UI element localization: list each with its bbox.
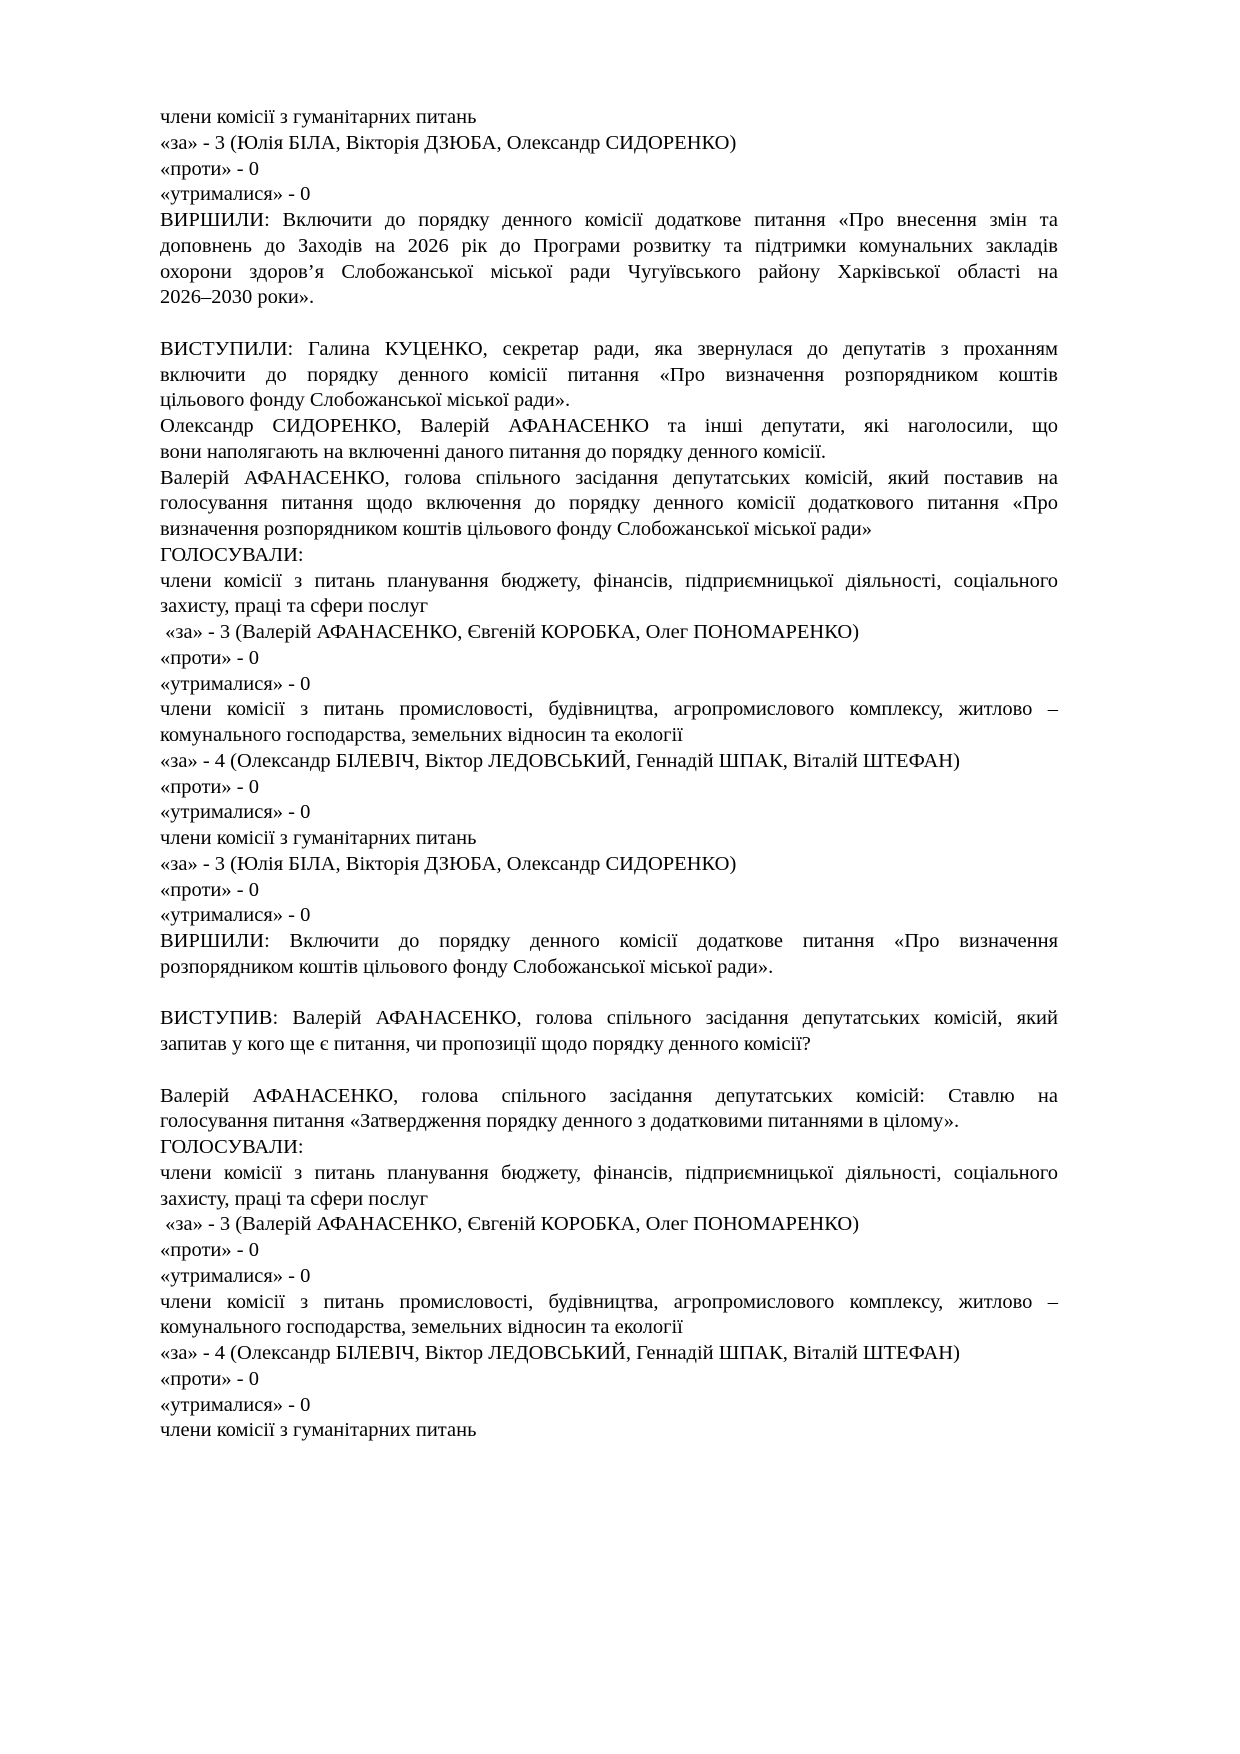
text-line: члени комісії з питань планування бюджету, фінансів, підприємницької діяльності, соціального — [160, 569, 1058, 592]
text-line: «проти» - 0 — [160, 775, 259, 798]
text-line: ВИРШИЛИ: Включити до порядку денного комісії додаткове питання «Про внесення змін та — [160, 209, 1058, 231]
blank-line — [160, 981, 1058, 1007]
text-line: охорони здоров’я Слобожанської міської ради Чугуївського району Харківської області на — [160, 260, 1058, 283]
text-line: ВИСТУПИЛИ: Галина КУЦЕНКО, секретар ради, яка звернулася до депутатів з проханням — [160, 337, 1058, 360]
text-line: «утрималися» - 0 — [160, 801, 311, 824]
text-line: члени комісії з питань промисловості, будівництва, агропромислового комплексу, житлово – — [160, 698, 1058, 721]
text-line: «проти» - 0 — [160, 646, 259, 669]
text-line: визначення розпорядником коштів цільового фонду Слобожанської міської ради» — [160, 518, 873, 540]
document-page — [160, 105, 1058, 1444]
text-line: захисту, праці та сфери послуг — [160, 1187, 428, 1210]
text-line: голосування питання щодо включення до порядку денного комісії додаткового питання «Про — [160, 492, 1058, 515]
text-line: запитав у кого ще є питання, чи пропозиції щодо порядку денного комісії? — [160, 1033, 811, 1055]
text-line: члени комісії з гуманітарних питань — [160, 106, 477, 128]
text-line: «за» - 3 (Валерій АФАНАСЕНКО, Євгеній КОРОБКА, Олег ПОНОМАРЕНКО) — [160, 621, 860, 643]
text-line: комунального господарства, земельних відносин та екології — [160, 724, 683, 746]
text-line: «за» - 4 (Олександр БІЛЕВІЧ, Віктор ЛЕДОВСЬКИЙ, Геннадій ШПАК, Віталій ШТЕФАН) — [160, 1342, 960, 1364]
text-line: члени комісії з гуманітарних питань — [160, 1419, 477, 1442]
text-line: захисту, праці та сфери послуг — [160, 595, 428, 618]
blank-line — [160, 1058, 1058, 1084]
text-line: «за» - 3 (Юлія БІЛА, Вікторія ДЗЮБА, Олександр СИДОРЕНКО) — [160, 852, 737, 875]
text-line: «проти» - 0 — [160, 878, 259, 901]
text-line: ГОЛОСУВАЛИ: — [160, 543, 304, 566]
text-line: «утрималися» - 0 — [160, 904, 311, 927]
text-line: «за» - 4 (Олександр БІЛЕВІЧ, Віктор ЛЕДОВСЬКИЙ, Геннадій ШПАК, Віталій ШТЕФАН) — [160, 749, 960, 772]
text-line: члени комісії з питань промисловості, будівництва, агропромислового комплексу, житлово – — [160, 1290, 1058, 1313]
text-line: «за» - 3 (Валерій АФАНАСЕНКО, Євгеній КОРОБКА, Олег ПОНОМАРЕНКО) — [160, 1213, 860, 1236]
text-line: «утрималися» - 0 — [160, 1393, 311, 1416]
text-line: голосування питання «Затвердження порядку денного з додатковими питаннями в цілому». — [160, 1110, 960, 1133]
text-line: розпорядником коштів цільового фонду Слобожанської міської ради». — [160, 955, 774, 978]
text-line: 2026–2030 роки». — [160, 286, 315, 309]
text-line: Олександр СИДОРЕНКО, Валерій АФАНАСЕНКО та інші депутати, які наголосили, що — [160, 415, 1058, 437]
text-line: Валерій АФАНАСЕНКО, голова спільного засідання депутатських комісій: Ставлю на — [160, 1084, 1058, 1107]
text-line: члени комісії з гуманітарних питань — [160, 827, 477, 849]
text-line: «утрималися» - 0 — [160, 672, 311, 695]
text-line: «проти» - 0 — [160, 1239, 259, 1261]
text-line: ГОЛОСУВАЛИ: — [160, 1136, 304, 1158]
text-line: «проти» - 0 — [160, 1367, 259, 1390]
text-line: «утрималися» - 0 — [160, 1264, 311, 1287]
text-line: комунального господарства, земельних відносин та екології — [160, 1316, 683, 1339]
blank-line — [160, 311, 1058, 337]
text-line: вони наполягають на включенні даного питання до порядку денного комісії. — [160, 440, 827, 463]
text-line: ВИСТУПИВ: Валерій АФАНАСЕНКО, голова спільного засідання депутатських комісій, який — [160, 1007, 1058, 1030]
text-line: доповнень до Заходів на 2026 рік до Програми розвитку та підтримки комунальних закладів — [160, 234, 1058, 257]
text-line: «проти» - 0 — [160, 157, 259, 180]
text-line: включити до порядку денного комісії питання «Про визначення розпорядником коштів — [160, 363, 1058, 386]
text-line: «утрималися» - 0 — [160, 183, 311, 206]
text-line: ВИРШИЛИ: Включити до порядку денного комісії додаткове питання «Про визначення — [160, 930, 1058, 952]
text-line: цільового фонду Слобожанської міської ради». — [160, 389, 571, 412]
text-line: члени комісії з питань планування бюджету, фінансів, підприємницької діяльності, соціального — [160, 1161, 1058, 1184]
text-line: «за» - 3 (Юлія БІЛА, Вікторія ДЗЮБА, Олександр СИДОРЕНКО) — [160, 131, 737, 154]
text-line: Валерій АФАНАСЕНКО, голова спільного засідання депутатських комісій, який поставив на — [160, 466, 1058, 489]
